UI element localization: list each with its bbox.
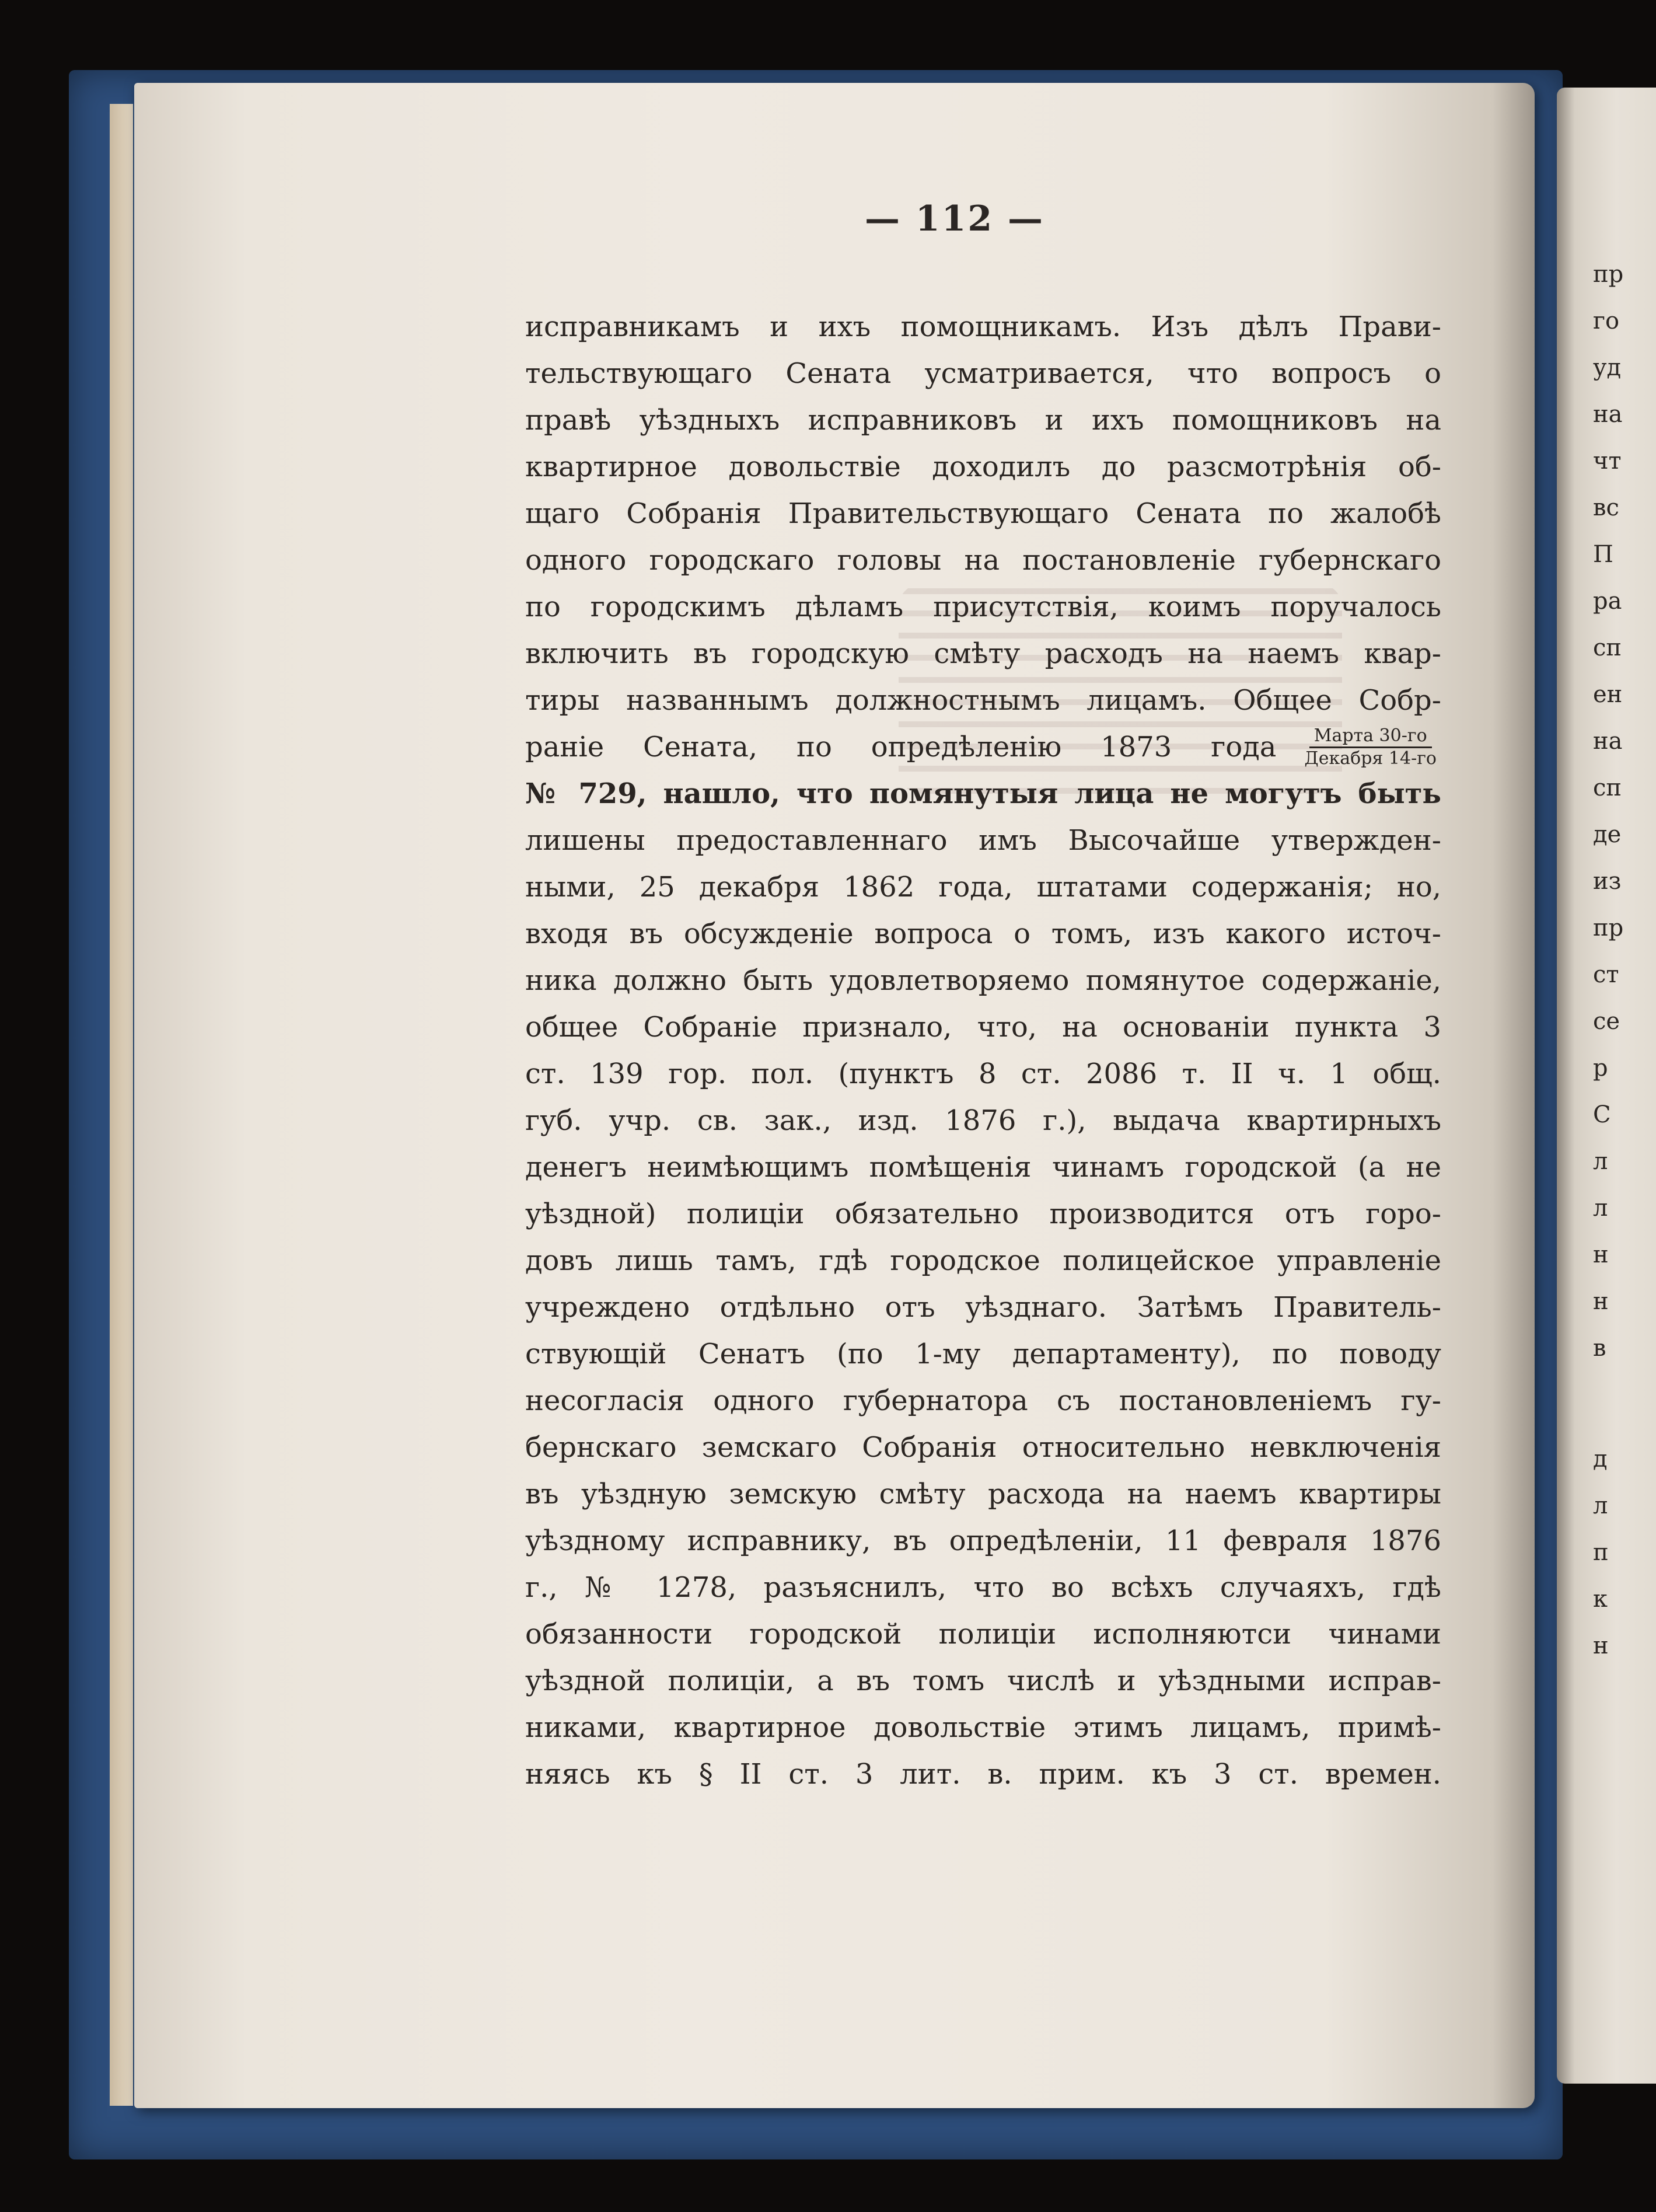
fraction-denominator: Декабря 14-го	[1304, 748, 1437, 769]
next-page-text-fragment: из	[1593, 868, 1622, 895]
next-page-text-fragment: пр	[1593, 261, 1624, 288]
next-page-text-fragment: д	[1593, 1446, 1608, 1473]
next-page-text-fragment: ст	[1593, 961, 1619, 988]
next-page-text-fragment: С	[1593, 1101, 1611, 1128]
fraction-numerator: Марта 30-го	[1309, 725, 1432, 748]
text-line: одного городскаго головы на постановленіе губернскаго	[525, 544, 1441, 577]
text-line: лишены предоставленнаго имъ Высочайше утвержден-	[525, 824, 1441, 857]
page-stack-edge	[110, 104, 133, 2106]
text-line: уѣздному исправнику, въ опредѣленіи, 11 февраля 1876	[525, 1524, 1441, 1557]
next-page-text-fragment: н	[1593, 1632, 1609, 1659]
text-line: правѣ уѣздныхъ исправниковъ и ихъ помощниковъ на	[525, 404, 1441, 437]
text-line: г., № 1278, разъяснилъ, что во всѣхъ случаяхъ, гдѣ	[525, 1571, 1441, 1604]
text-line: уѣздной) полиціи обязательно производится отъ горо-	[525, 1198, 1441, 1230]
text-line: раніе Сената, по опредѣленію 1873 года	[525, 731, 1277, 763]
page-text	[525, 303, 1441, 1798]
text-line: довъ лишь тамъ, гдѣ городское полицейское управленіе	[525, 1244, 1441, 1277]
next-page-text-fragment: го	[1593, 308, 1620, 334]
text-line: несогласія одного губернатора съ постановленіемъ гу-	[525, 1384, 1441, 1417]
text-line: ствующій Сенатъ (по 1-му департаменту), по поводу	[525, 1338, 1441, 1370]
next-page-text-fragment: на	[1593, 728, 1623, 755]
text-line: учреждено отдѣльно отъ уѣзднаго. Затѣмъ Правитель-	[525, 1291, 1441, 1324]
next-page-text-fragment: П	[1593, 541, 1613, 568]
text-line: никами, квартирное довольствіе этимъ лицамъ, примѣ-	[525, 1711, 1441, 1744]
next-page-text-fragment: к	[1593, 1586, 1608, 1613]
text-line: щаго Собранія Правительствующаго Сената по жалобѣ	[525, 497, 1441, 530]
date-fraction	[1299, 725, 1441, 769]
next-page-text-fragment: се	[1593, 1008, 1620, 1035]
text-line: № 729, нашло, что помянутыя лица не могутъ быть	[525, 777, 1441, 810]
text-line-with-date-fraction	[525, 724, 1441, 770]
text-line: ника должно быть удовлетворяемо помянутое содержаніе,	[525, 964, 1441, 997]
next-page-text-fragment: де	[1593, 821, 1622, 848]
text-line: исправникамъ и ихъ помощникамъ. Изъ дѣлъ Прави-	[525, 310, 1441, 343]
next-page-text-fragment: сп	[1593, 634, 1622, 661]
text-line: бернскаго земскаго Собранія относительно невключенія	[525, 1431, 1441, 1464]
text-line: тиры названнымъ должностнымъ лицамъ. Общее Собр-	[525, 684, 1441, 717]
next-page-text-fragment: ра	[1593, 588, 1622, 615]
text-line: губ. учр. св. зак., изд. 1876 г.), выдача квартирныхъ	[525, 1104, 1441, 1137]
text-line: въ уѣздную земскую смѣту расхода на наемъ квартиры	[525, 1478, 1441, 1510]
text-line: общее Собраніе признало, что, на основаніи пункта 3	[525, 1011, 1441, 1044]
text-line: обязанности городской полиціи исполняютси чинами	[525, 1618, 1441, 1651]
text-line: тельствующаго Сената усматривается, что вопросъ о	[525, 357, 1441, 390]
text-line: денегъ неимѣющимъ помѣщенія чинамъ городской (а не	[525, 1151, 1441, 1184]
next-page-text-fragment: н	[1593, 1241, 1609, 1268]
text-line: включить въ городскую смѣту расходъ на наемъ квар-	[525, 637, 1441, 670]
next-page-text-fragment: чт	[1593, 448, 1622, 475]
next-page-text-fragment: на	[1593, 401, 1623, 428]
text-line: няясь къ § II ст. 3 лит. в. прим. къ 3 ст. времен.	[525, 1758, 1441, 1791]
text-line: ст. 139 гор. пол. (пунктъ 8 ст. 2086 т. II ч. 1 общ.	[525, 1058, 1441, 1090]
next-page-text-fragment: р	[1593, 1055, 1608, 1081]
next-page-text-fragment: в	[1593, 1335, 1606, 1362]
text-line: по городскимъ дѣламъ присутствія, коимъ поручалось	[525, 591, 1441, 623]
next-page-text-fragment: сп	[1593, 774, 1622, 801]
next-page-text-fragment: ен	[1593, 681, 1623, 708]
text-line: входя въ обсужденіе вопроса о томъ, изъ какого источ-	[525, 917, 1441, 950]
text-line: уѣздной полиціи, а въ томъ числѣ и уѣздными исправ-	[525, 1665, 1441, 1697]
text-line: квартирное довольствіе доходилъ до разсмотрѣнія об-	[525, 451, 1441, 483]
next-page-text-fragment: н	[1593, 1288, 1609, 1315]
next-page-text-fragment: л	[1593, 1492, 1608, 1519]
next-page-text-fragment: л	[1593, 1195, 1608, 1222]
page-number: — 112 —	[865, 198, 1045, 239]
next-page-edge	[1557, 88, 1656, 2084]
next-page-text-fragment: п	[1593, 1539, 1609, 1566]
next-page-text-fragment: л	[1593, 1148, 1608, 1175]
next-page-text-fragment: вс	[1593, 494, 1619, 521]
next-page-text-fragment: уд	[1593, 354, 1622, 381]
text-line: ными, 25 декабря 1862 года, штатами содержанія; но,	[525, 871, 1441, 903]
next-page-text-fragment: пр	[1593, 915, 1624, 941]
